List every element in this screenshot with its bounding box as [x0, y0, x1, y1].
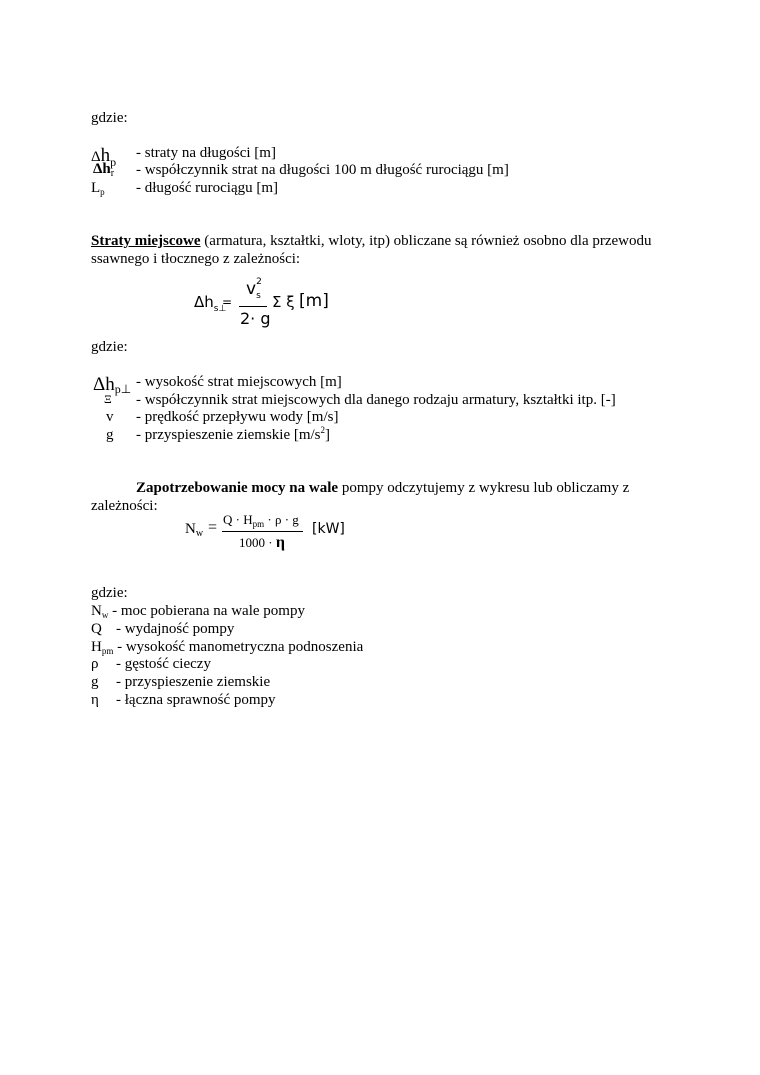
- formula2-lhs: [185, 522, 203, 537]
- Lp-symbol: [91, 181, 105, 196]
- zapotrzebowanie-line2: zależności:: [91, 498, 158, 514]
- formula2-num-sub: pm: [252, 519, 265, 529]
- formula1-equals: =: [222, 295, 233, 309]
- gdzie-label-3: gdzie:: [91, 585, 128, 601]
- L-glyph: L: [91, 180, 101, 196]
- formula2-den-eta: η: [275, 534, 285, 551]
- formula2-fraction-line: [222, 531, 303, 532]
- item-desc: - wysokość manometryczna podnoszenia: [113, 639, 364, 655]
- straty-miejscowe-heading: Straty miejscowe: [91, 233, 201, 249]
- list-item-Nw: [91, 604, 305, 619]
- formula1-numerator: [246, 277, 262, 301]
- desc-przyspieszenie-text: - przyspieszenie ziemskie [m/s: [136, 427, 321, 443]
- item-sub: w: [101, 610, 109, 620]
- zapotrzebowanie-heading: Zapotrzebowanie mocy na wale: [136, 480, 339, 496]
- straty-miejscowe-intro: [91, 234, 652, 249]
- r-sub: r: [110, 168, 115, 179]
- delta-h-r-symbol: [93, 162, 114, 177]
- formula1-fraction-line: [239, 306, 267, 307]
- desc-wysokosc-strat: - wysokość strat miejscowych [m]: [136, 374, 342, 390]
- v-symbol: v: [106, 409, 114, 425]
- list-item-Q-desc: - wydajność pompy: [116, 621, 235, 637]
- formula2-num-b: · ρ · g: [264, 512, 299, 527]
- p-subscript: p: [100, 187, 105, 197]
- formula2-equals: =: [208, 519, 218, 536]
- delta-glyph: Δ: [91, 149, 101, 165]
- delta-h-p-local-symbol: [93, 375, 131, 394]
- list-item-Hpm: [91, 640, 363, 655]
- formula1-num-v: v: [246, 279, 257, 299]
- item-desc: - moc pobierana na wale pompy: [108, 603, 305, 619]
- formula2-unit: [kW]: [312, 521, 345, 537]
- formula2-denominator: [239, 535, 285, 551]
- desc-przyspieszenie-sup: 2: [320, 425, 326, 435]
- desc-przyspieszenie-close: ]: [325, 427, 331, 443]
- formula1-sum: Σ ξ: [272, 293, 295, 311]
- desc-wspolczynnik-miejscowych: - współczynnik strat miejscowych dla danego rodzaju armatury, kształtki itp. [-]: [136, 392, 616, 408]
- list-item-rho-desc: - gęstość cieczy: [116, 656, 211, 672]
- desc-wspolczynnik: - współczynnik strat na długości 100 m długość rurociągu [m]: [136, 162, 509, 178]
- formula2-lhs-main: N: [185, 521, 196, 537]
- dh-glyph: Δh: [93, 374, 115, 395]
- formula2-lhs-sub: w: [195, 528, 204, 539]
- item-symbol: N: [91, 603, 102, 619]
- item-sub: pm: [101, 646, 114, 656]
- formula2-num-a: Q · H: [223, 512, 253, 527]
- desc-predkosc: - prędkość przepływu wody [m/s]: [136, 409, 339, 425]
- formula1-lhs-sub: s⊥: [213, 304, 227, 314]
- zapotrzebowanie-intro: [136, 481, 629, 496]
- formula1-num-sup: 2: [256, 277, 262, 287]
- desc-przyspieszenie: [136, 425, 331, 443]
- formula1-num-sub: s: [256, 291, 261, 301]
- p-sub: p: [110, 155, 117, 169]
- zapotrzebowanie-rest: pompy odczytujemy z wykresu lub obliczamy z: [338, 480, 630, 496]
- list-item-rho-sym: ρ: [91, 656, 99, 672]
- formula1-unit: [m]: [299, 291, 329, 311]
- formula2-numerator: [223, 512, 299, 529]
- gdzie-label-2: gdzie:: [91, 339, 128, 355]
- list-item-eta-sym: η: [91, 692, 99, 708]
- formula2-den-a: 1000 ·: [239, 535, 276, 550]
- delta-glyph-2: Δ: [93, 161, 103, 177]
- h-glyph: h: [100, 145, 111, 166]
- item-symbol: H: [91, 639, 102, 655]
- desc-dlugosc-rurociagu: - długość rurociągu [m]: [136, 180, 279, 196]
- list-item-g-desc: - przyspieszenie ziemskie: [116, 674, 271, 690]
- formula1-denominator: 2· g: [240, 309, 271, 328]
- intro-rest: (armatura, kształtki, wloty, itp) obliczane są również osobno dla przewodu: [200, 233, 652, 249]
- list-item-Q-sym: Q: [91, 621, 102, 637]
- dh-sub: p⊥: [114, 382, 132, 396]
- intro-line2: ssawnego i tłocznego z zależności:: [91, 251, 301, 267]
- h-glyph-2: h: [102, 161, 111, 177]
- formula1-lhs-main: Δh: [194, 293, 214, 311]
- list-item-eta-desc: - łączna sprawność pompy: [116, 692, 276, 708]
- desc-straty-dlugosci: - straty na długości [m]: [136, 145, 276, 161]
- list-item-g-sym: g: [91, 674, 99, 690]
- g-symbol: g: [106, 427, 114, 443]
- xi-symbol: Ξ: [104, 392, 112, 406]
- gdzie-label-1: gdzie:: [91, 110, 128, 126]
